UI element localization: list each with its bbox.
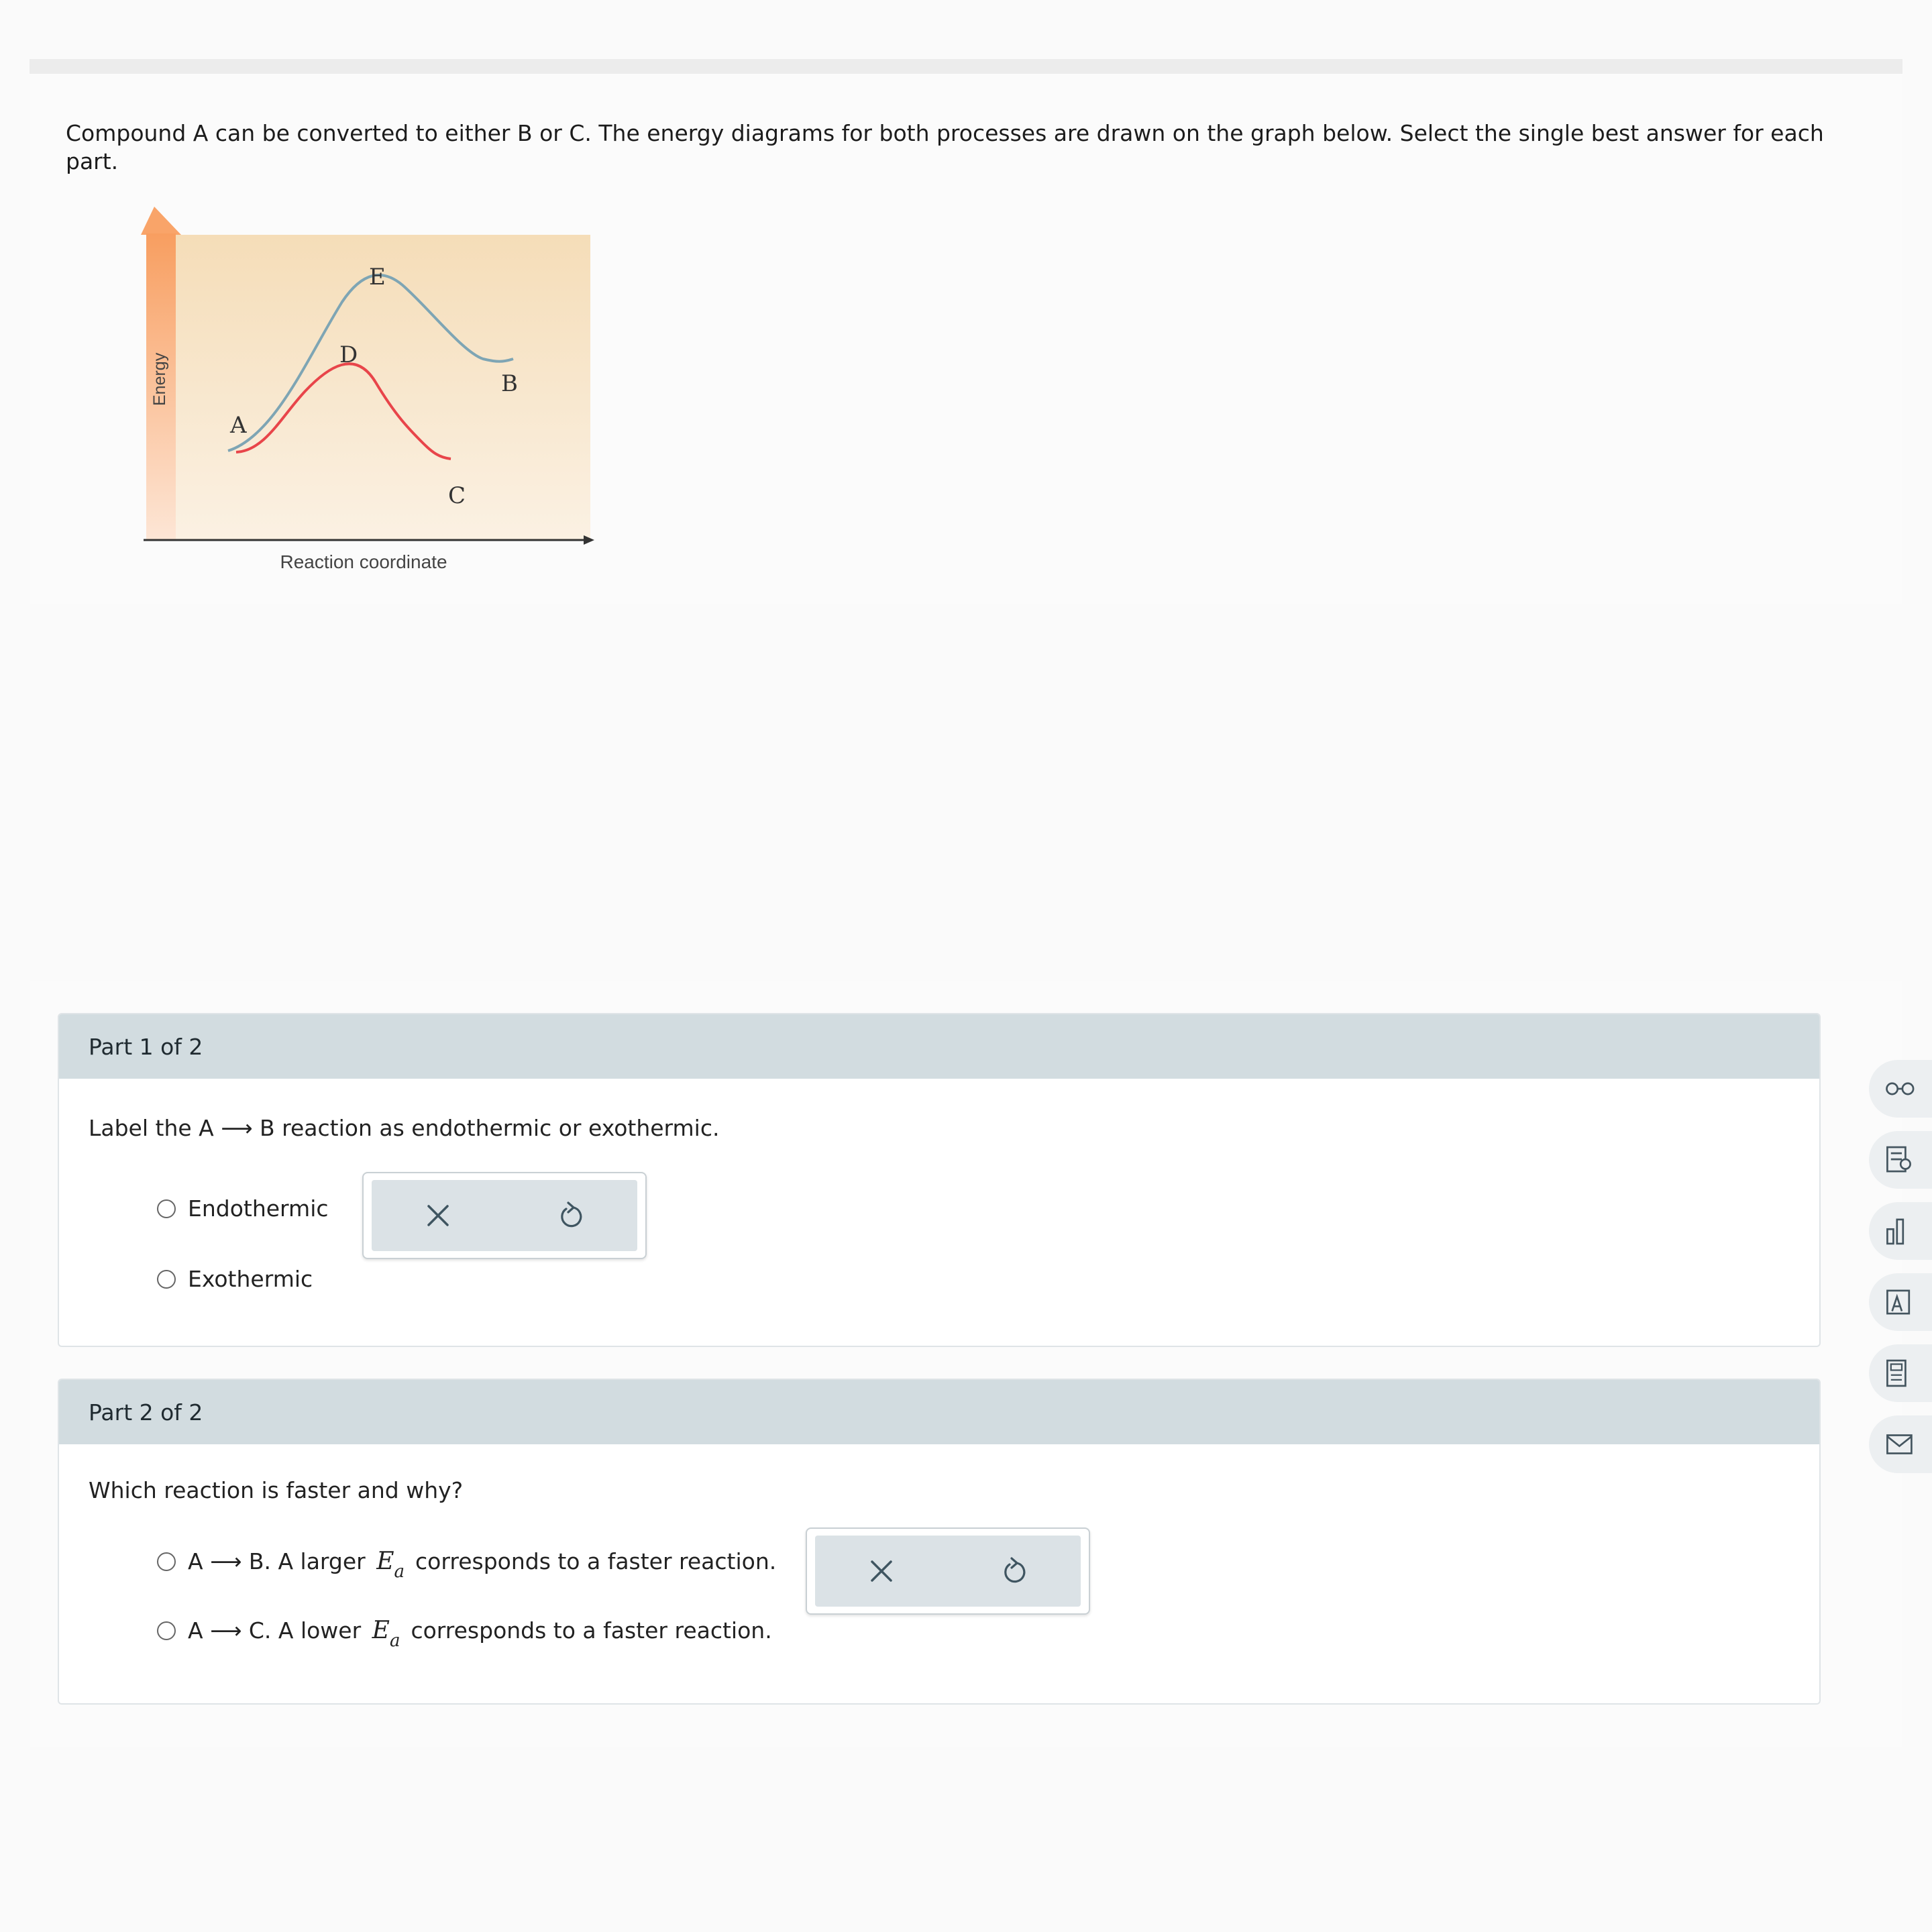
label-e: E — [369, 264, 386, 290]
option-a-to-b-math: E — [376, 1548, 394, 1575]
radio-a-to-c[interactable] — [157, 1621, 176, 1640]
part-2-clear-button[interactable] — [855, 1544, 908, 1598]
undo-icon — [557, 1201, 584, 1230]
option-exothermic-label: Exothermic — [188, 1266, 313, 1292]
side-button-chart[interactable] — [1869, 1202, 1932, 1260]
mail-icon — [1884, 1428, 1932, 1461]
option-endothermic[interactable] — [157, 1195, 329, 1222]
top-divider — [30, 59, 1902, 74]
part-1-header: Part 1 of 2 — [59, 1014, 1819, 1079]
option-a-to-c-suffix: corresponds to a faster reaction. — [411, 1617, 772, 1644]
option-a-to-b-sub: a — [394, 1562, 405, 1582]
option-a-to-c[interactable] — [157, 1617, 772, 1651]
side-toolbar — [1869, 1060, 1932, 1476]
part-2-header: Part 2 of 2 — [59, 1380, 1819, 1444]
part-1-tools-bar — [372, 1180, 637, 1251]
label-a: A — [230, 412, 247, 439]
energy-axis-label: Energy — [150, 352, 169, 406]
part-2-answer-tools — [806, 1527, 1090, 1615]
side-button-calculator[interactable] — [1869, 1344, 1932, 1402]
radio-endothermic[interactable] — [157, 1199, 176, 1218]
side-button-glasses[interactable] — [1869, 1060, 1932, 1118]
close-icon — [425, 1203, 451, 1228]
bar-chart-icon — [1884, 1214, 1932, 1248]
label-c: C — [448, 482, 466, 509]
option-a-to-b-text — [188, 1548, 777, 1582]
part-1-undo-button[interactable] — [544, 1189, 598, 1242]
calculator-icon — [1884, 1356, 1932, 1390]
undo-icon — [1001, 1557, 1028, 1585]
option-a-to-c-sub: a — [389, 1631, 400, 1651]
option-a-to-b-suffix: corresponds to a faster reaction. — [415, 1548, 777, 1574]
side-button-periodic-table[interactable] — [1869, 1273, 1932, 1331]
part-1-prompt: Label the A ⟶ B reaction as endothermic or exothermic. — [89, 1115, 720, 1141]
periodic-table-icon — [1884, 1285, 1932, 1319]
reaction-axis-label: Reaction coordinate — [280, 551, 447, 572]
part-1-card — [58, 1013, 1821, 1347]
part-2-card — [58, 1379, 1821, 1705]
label-b: B — [501, 370, 518, 397]
close-icon — [869, 1558, 894, 1584]
energy-diagram — [127, 201, 610, 590]
side-button-notes[interactable] — [1869, 1131, 1932, 1189]
part-1-clear-button[interactable] — [411, 1189, 465, 1242]
side-button-mail[interactable] — [1869, 1415, 1932, 1473]
part-1-answer-tools — [362, 1172, 647, 1259]
option-endothermic-label: Endothermic — [188, 1195, 329, 1222]
notes-icon — [1884, 1143, 1932, 1177]
option-a-to-b-prefix: A ⟶ B. A larger — [188, 1548, 373, 1574]
glasses-icon — [1884, 1075, 1932, 1102]
option-a-to-b[interactable] — [157, 1548, 777, 1582]
question-text: Compound A can be converted to either B or C. The energy diagrams for both processes are drawn on the graph below. Select the single best answer for each part. — [66, 120, 1824, 174]
radio-a-to-b[interactable] — [157, 1552, 176, 1571]
option-a-to-c-text — [188, 1617, 772, 1651]
part-2-undo-button[interactable] — [987, 1544, 1041, 1598]
option-exothermic[interactable] — [157, 1266, 313, 1292]
part-2-prompt: Which reaction is faster and why? — [89, 1477, 464, 1503]
option-a-to-c-prefix: A ⟶ C. A lower — [188, 1617, 368, 1644]
label-d: D — [339, 341, 358, 368]
radio-exothermic[interactable] — [157, 1270, 176, 1289]
part-2-tools-bar — [815, 1536, 1081, 1607]
option-a-to-c-math: E — [372, 1617, 390, 1644]
